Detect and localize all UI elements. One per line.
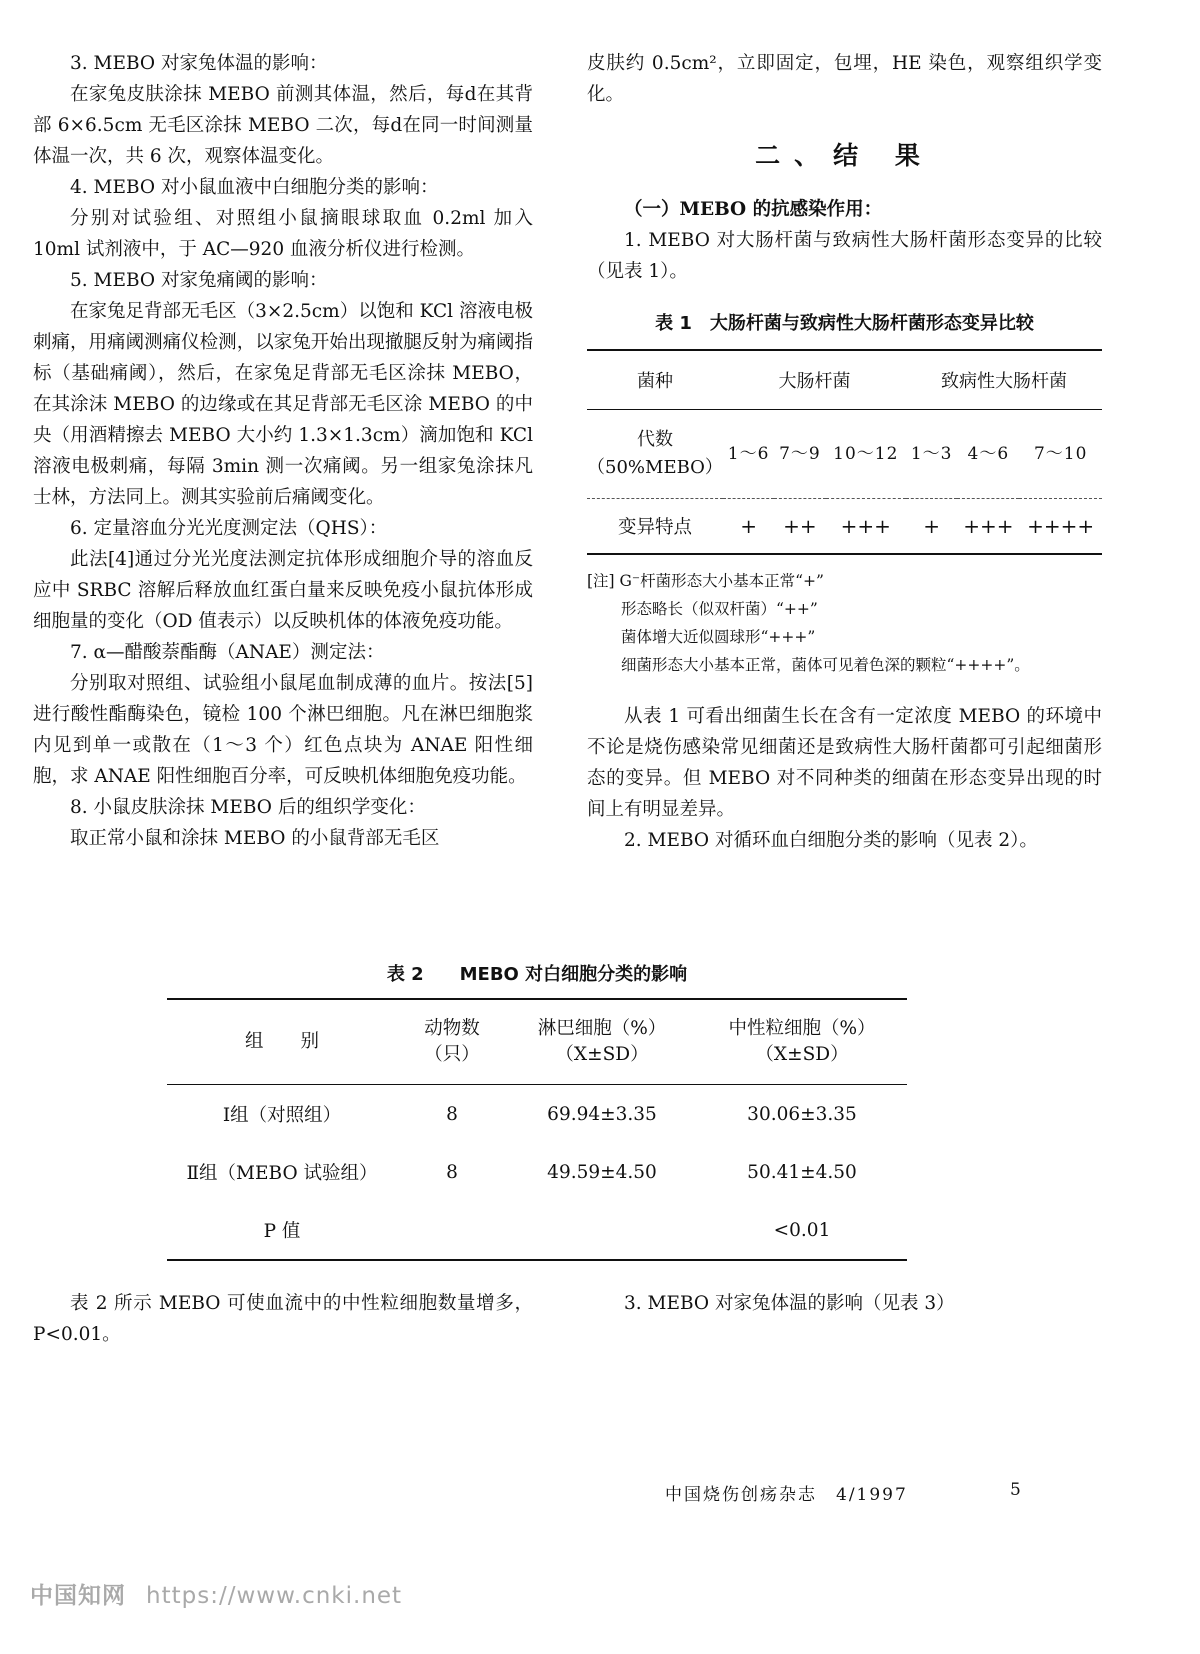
table2-cell — [397, 1201, 507, 1260]
table1 — [587, 349, 1102, 555]
table1-note: 形态略长（似双杆菌）“++” — [621, 600, 818, 618]
table2-cell: 69.94±3.35 — [547, 1103, 657, 1125]
method-7-body: 分别取对照组、试验组小鼠尾血制成薄的血片。按法[5]进行酸性酯酶染色，镜检 100 个淋巴细胞。凡在淋巴细胞浆内见到单一或散在（1～3 个）红色点块为 ANAE 阳性细胞，求 ANAE 阳性细胞百分率，可反映机体细胞免疫功能。 — [33, 673, 533, 787]
table1-note: [注] G⁻杆菌形态大小基本正常“+” — [587, 572, 824, 590]
method-5-heading: 5. MEBO 对家兔痛阈的影响： — [70, 270, 328, 291]
method-4-heading: 4. MEBO 对小鼠血液中白细胞分类的影响： — [70, 177, 439, 198]
table2 — [167, 998, 907, 1261]
table1-var-cell: +++ — [957, 499, 1019, 555]
table2-block — [167, 960, 907, 1261]
table-row — [167, 1085, 907, 1144]
left-column — [33, 48, 533, 854]
table1-gen-cell: 4～6 — [967, 444, 1010, 464]
table2-cell — [507, 1201, 697, 1260]
watermark-brand: 中国知网 — [30, 1583, 126, 1609]
table1-var-cell: ++++ — [1019, 499, 1102, 555]
table1-variation-label: 变异特点 — [587, 499, 723, 555]
table2-cell: 50.41±4.50 — [747, 1161, 857, 1183]
table2-header-count: 动物数 （只） — [397, 999, 507, 1085]
table2-header-group: 组 别 — [167, 999, 397, 1085]
result-paragraph: 从表 1 可看出细菌生长在含有一定浓度 MEBO 的环境中不论是烧伤感染常见细菌还是致病性大肠杆菌都可引起细菌形态的变异。但 MEBO 对不同种类的细菌在形态变异出现的时间上有明显差异。 — [587, 706, 1102, 820]
result-item-1: 1. MEBO 对大肠杆菌与致病性大肠杆菌形态变异的比较（见表 1）。 — [587, 230, 1102, 282]
table2-cell: Ⅱ组（MEBO 试验组） — [186, 1163, 378, 1184]
table-row — [167, 1143, 907, 1201]
table2-cell: 8 — [446, 1161, 458, 1183]
table1-var-cell: + — [723, 499, 774, 555]
table-row — [167, 1201, 907, 1260]
method-7-heading: 7. α—醋酸萘酯酶（ANAE）测定法： — [70, 642, 385, 663]
section-title: 二、结 果 — [755, 141, 934, 170]
bottom-right-heading: 3. MEBO 对家兔体温的影响（见表 3） — [624, 1293, 955, 1314]
table2-cell: <0.01 — [697, 1201, 907, 1260]
bottom-left-paragraph: 表 2 所示 MEBO 可使血流中的中性粒细胞数量增多，P<0.01。 — [33, 1293, 533, 1345]
method-3-heading: 3. MEBO 对家兔体温的影响： — [70, 53, 328, 74]
table1-gen-cell: 7～10 — [1033, 444, 1088, 464]
table1-gen-cell: 1～6 — [727, 444, 770, 464]
method-5-body: 在家兔足背部无毛区（3×2.5cm）以饱和 KCl 溶液电极刺痛，用痛阈测痛仪检测，以家兔开始出现撤腿反射为痛阈指标（基础痛阈），然后，在家兔足背部无毛区涂抹 MEBO，在其涂沫 MEBO 的边缘或在其足背部无毛区涂 MEBO 的中央（用酒精擦去 MEBO 大小约 1.3×1.3cm）滴加饱和 KCl 溶液电极刺痛，每隔 3min 测一次痛阈。另一组家兔涂抹凡士林，方法同上。测其实验前后痛阈变化。 — [33, 301, 533, 508]
table1-gen-cell: 1～3 — [910, 444, 953, 464]
table1-notes — [587, 567, 1102, 679]
method-6-heading: 6. 定量溶血分光光度测定法（QHS）： — [70, 518, 388, 539]
table2-cell: P 值 — [167, 1201, 397, 1260]
table1-var-cell: ++ — [774, 499, 825, 555]
table1-gen-cell: 10～12 — [833, 444, 899, 464]
table1-header-strain: 菌种 — [587, 350, 723, 410]
table2-cell: 8 — [446, 1103, 458, 1125]
table1-var-cell: +++ — [826, 499, 906, 555]
method-3-body: 在家兔皮肤涂抹 MEBO 前测其体温，然后，每d在其背部 6×6.5cm 无毛区涂抹 MEBO 二次，每d在同一时间测量体温一次，共 6 次，观察体温变化。 — [33, 84, 533, 167]
method-8-heading: 8. 小鼠皮肤涂抹 MEBO 后的组织学变化： — [70, 797, 426, 818]
method-6-body: 此法[4]通过分光光度法测定抗体形成细胞介导的溶血反应中 SRBC 溶解后释放血红蛋白量来反映免疫小鼠抗体形成细胞量的变化（OD 值表示）以反映机体的体液免疫功能。 — [33, 549, 533, 632]
table2-cell: 30.06±3.35 — [747, 1103, 857, 1125]
table1-note: 菌体增大近似圆球形“+++” — [621, 628, 816, 646]
method-4-body: 分别对试验组、对照组小鼠摘眼球取血 0.2ml 加入 10ml 试剂液中，于 AC—920 血液分析仪进行检测。 — [33, 208, 533, 260]
table2-header-lymph: 淋巴细胞（%） （X±SD） — [507, 999, 697, 1085]
table1-generation-label: 代数 （50%MEBO） — [587, 429, 723, 478]
table1-header-pathogenic: 致病性大肠杆菌 — [906, 350, 1102, 410]
table1-header-ecoli: 大肠杆菌 — [723, 350, 906, 410]
result-item-2: 2. MEBO 对循环血白细胞分类的影响（见表 2）。 — [624, 830, 1038, 851]
table2-cell: 49.59±4.50 — [547, 1161, 657, 1183]
table2-cell: Ⅰ组（对照组） — [222, 1105, 342, 1126]
table1-note: 细菌形态大小基本正常，菌体可见着色深的颗粒“++++”。 — [621, 656, 1030, 674]
watermark — [30, 1577, 422, 1610]
table2-header-neutro: 中性粒细胞（%） （X±SD） — [697, 999, 907, 1085]
watermark-url: https://www.cnki.net — [146, 1583, 403, 1609]
table2-caption: 表 2 MEBO 对白细胞分类的影响 — [386, 964, 688, 985]
table1-var-cell: + — [906, 499, 957, 555]
page-number: 5 — [1010, 1480, 1021, 1500]
method-8-body: 取正常小鼠和涂抹 MEBO 的小鼠背部无毛区 — [70, 828, 440, 849]
right-column — [587, 48, 1102, 856]
table1-gen-cell: 7～9 — [779, 444, 821, 464]
subsection-heading: （一）MEBO 的抗感染作用： — [624, 199, 883, 220]
table1-caption: 表 1 大肠杆菌与致病性大肠杆菌形态变异比较 — [655, 313, 1034, 334]
journal-footer: 中国烧伤创疡杂志 4/1997 — [665, 1485, 908, 1505]
continuation-text: 皮肤约 0.5cm²，立即固定，包埋，HE 染色，观察组织学变化。 — [587, 53, 1102, 105]
